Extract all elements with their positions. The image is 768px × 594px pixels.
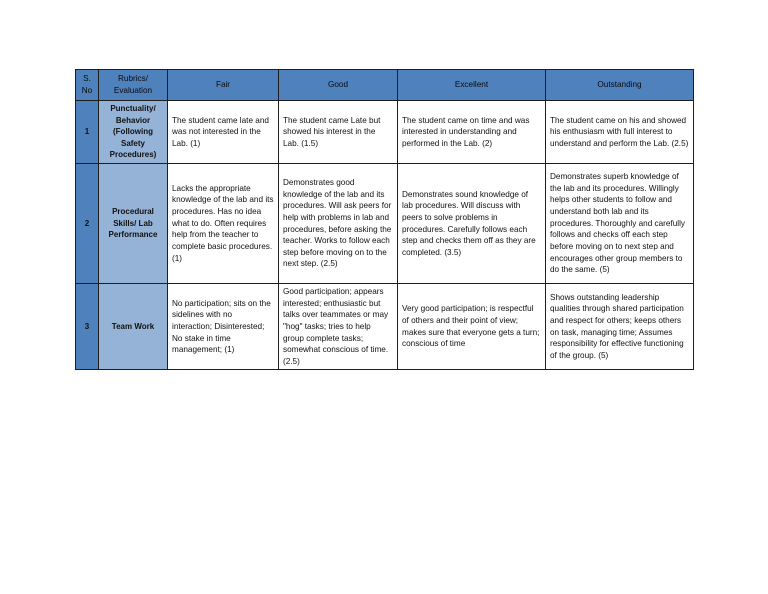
outstanding-cell: Shows outstanding leadership qualities through shared participation and respect for others; keeps others on task, managing time; Assumes responsibility for effective functioning of the group. (5) [546, 284, 694, 370]
header-excellent: Excellent [398, 70, 546, 101]
outstanding-cell: The student came on his and showed his enthusiasm with full interest to understand and perform the Lab. (2.5) [546, 101, 694, 164]
header-outstanding: Outstanding [546, 70, 694, 101]
header-row [76, 70, 694, 101]
excellent-cell: Very good participation; is respectful of others and their point of view; makes sure that everyone gets a turn; conscious of time [398, 284, 546, 370]
table-row [76, 101, 694, 164]
criterion-cell: Team Work [99, 284, 168, 370]
header-sno: S. No [76, 70, 99, 101]
fair-cell: No participation; sits on the sidelines with no interaction; Disinterested; No stake in time management; (1) [168, 284, 279, 370]
header-criterion: Rubrics/ Evaluation [99, 70, 168, 101]
header-good: Good [279, 70, 398, 101]
header-fair: Fair [168, 70, 279, 101]
good-cell: The student came Late but showed his interest in the Lab. (1.5) [279, 101, 398, 164]
good-cell: Good participation; appears interested; enthusiastic but talks over teammates or may "hog" tasks; tries to help group complete tasks; somewhat conscious of time. (2.5) [279, 284, 398, 370]
fair-cell: Lacks the appropriate knowledge of the lab and its procedures. Has no idea what to do. Often requires help from the teacher to complete basic procedures. (1) [168, 164, 279, 284]
good-cell: Demonstrates good knowledge of the lab and its procedures. Will ask peers for help with problems in lab and procedures, before asking the teacher. Works to follow each step before moving on to the next step. (2.5) [279, 164, 398, 284]
row-number: 3 [76, 284, 99, 370]
excellent-cell: The student came on time and was interested in understanding and performed in the Lab. (2) [398, 101, 546, 164]
row-number: 1 [76, 101, 99, 164]
row-number: 2 [76, 164, 99, 284]
table-row [76, 284, 694, 370]
table-row [76, 164, 694, 284]
fair-cell: The student came late and was not interested in the Lab. (1) [168, 101, 279, 164]
rubric-table [75, 69, 694, 370]
criterion-cell: Punctuality/ Behavior (Following Safety Procedures) [99, 101, 168, 164]
excellent-cell: Demonstrates sound knowledge of lab procedures. Will discuss with peers to solve problems in procedures. Carefully follows each step and checks them off as they are completed. (3.5) [398, 164, 546, 284]
criterion-cell: Procedural Skills/ Lab Performance [99, 164, 168, 284]
outstanding-cell: Demonstrates superb knowledge of the lab and its procedures. Willingly helps other students to follow and understand both lab and its procedures. Thoroughly and carefully follows and checks off each step before moving on to next step and encourages other group members to do the same. (5) [546, 164, 694, 284]
